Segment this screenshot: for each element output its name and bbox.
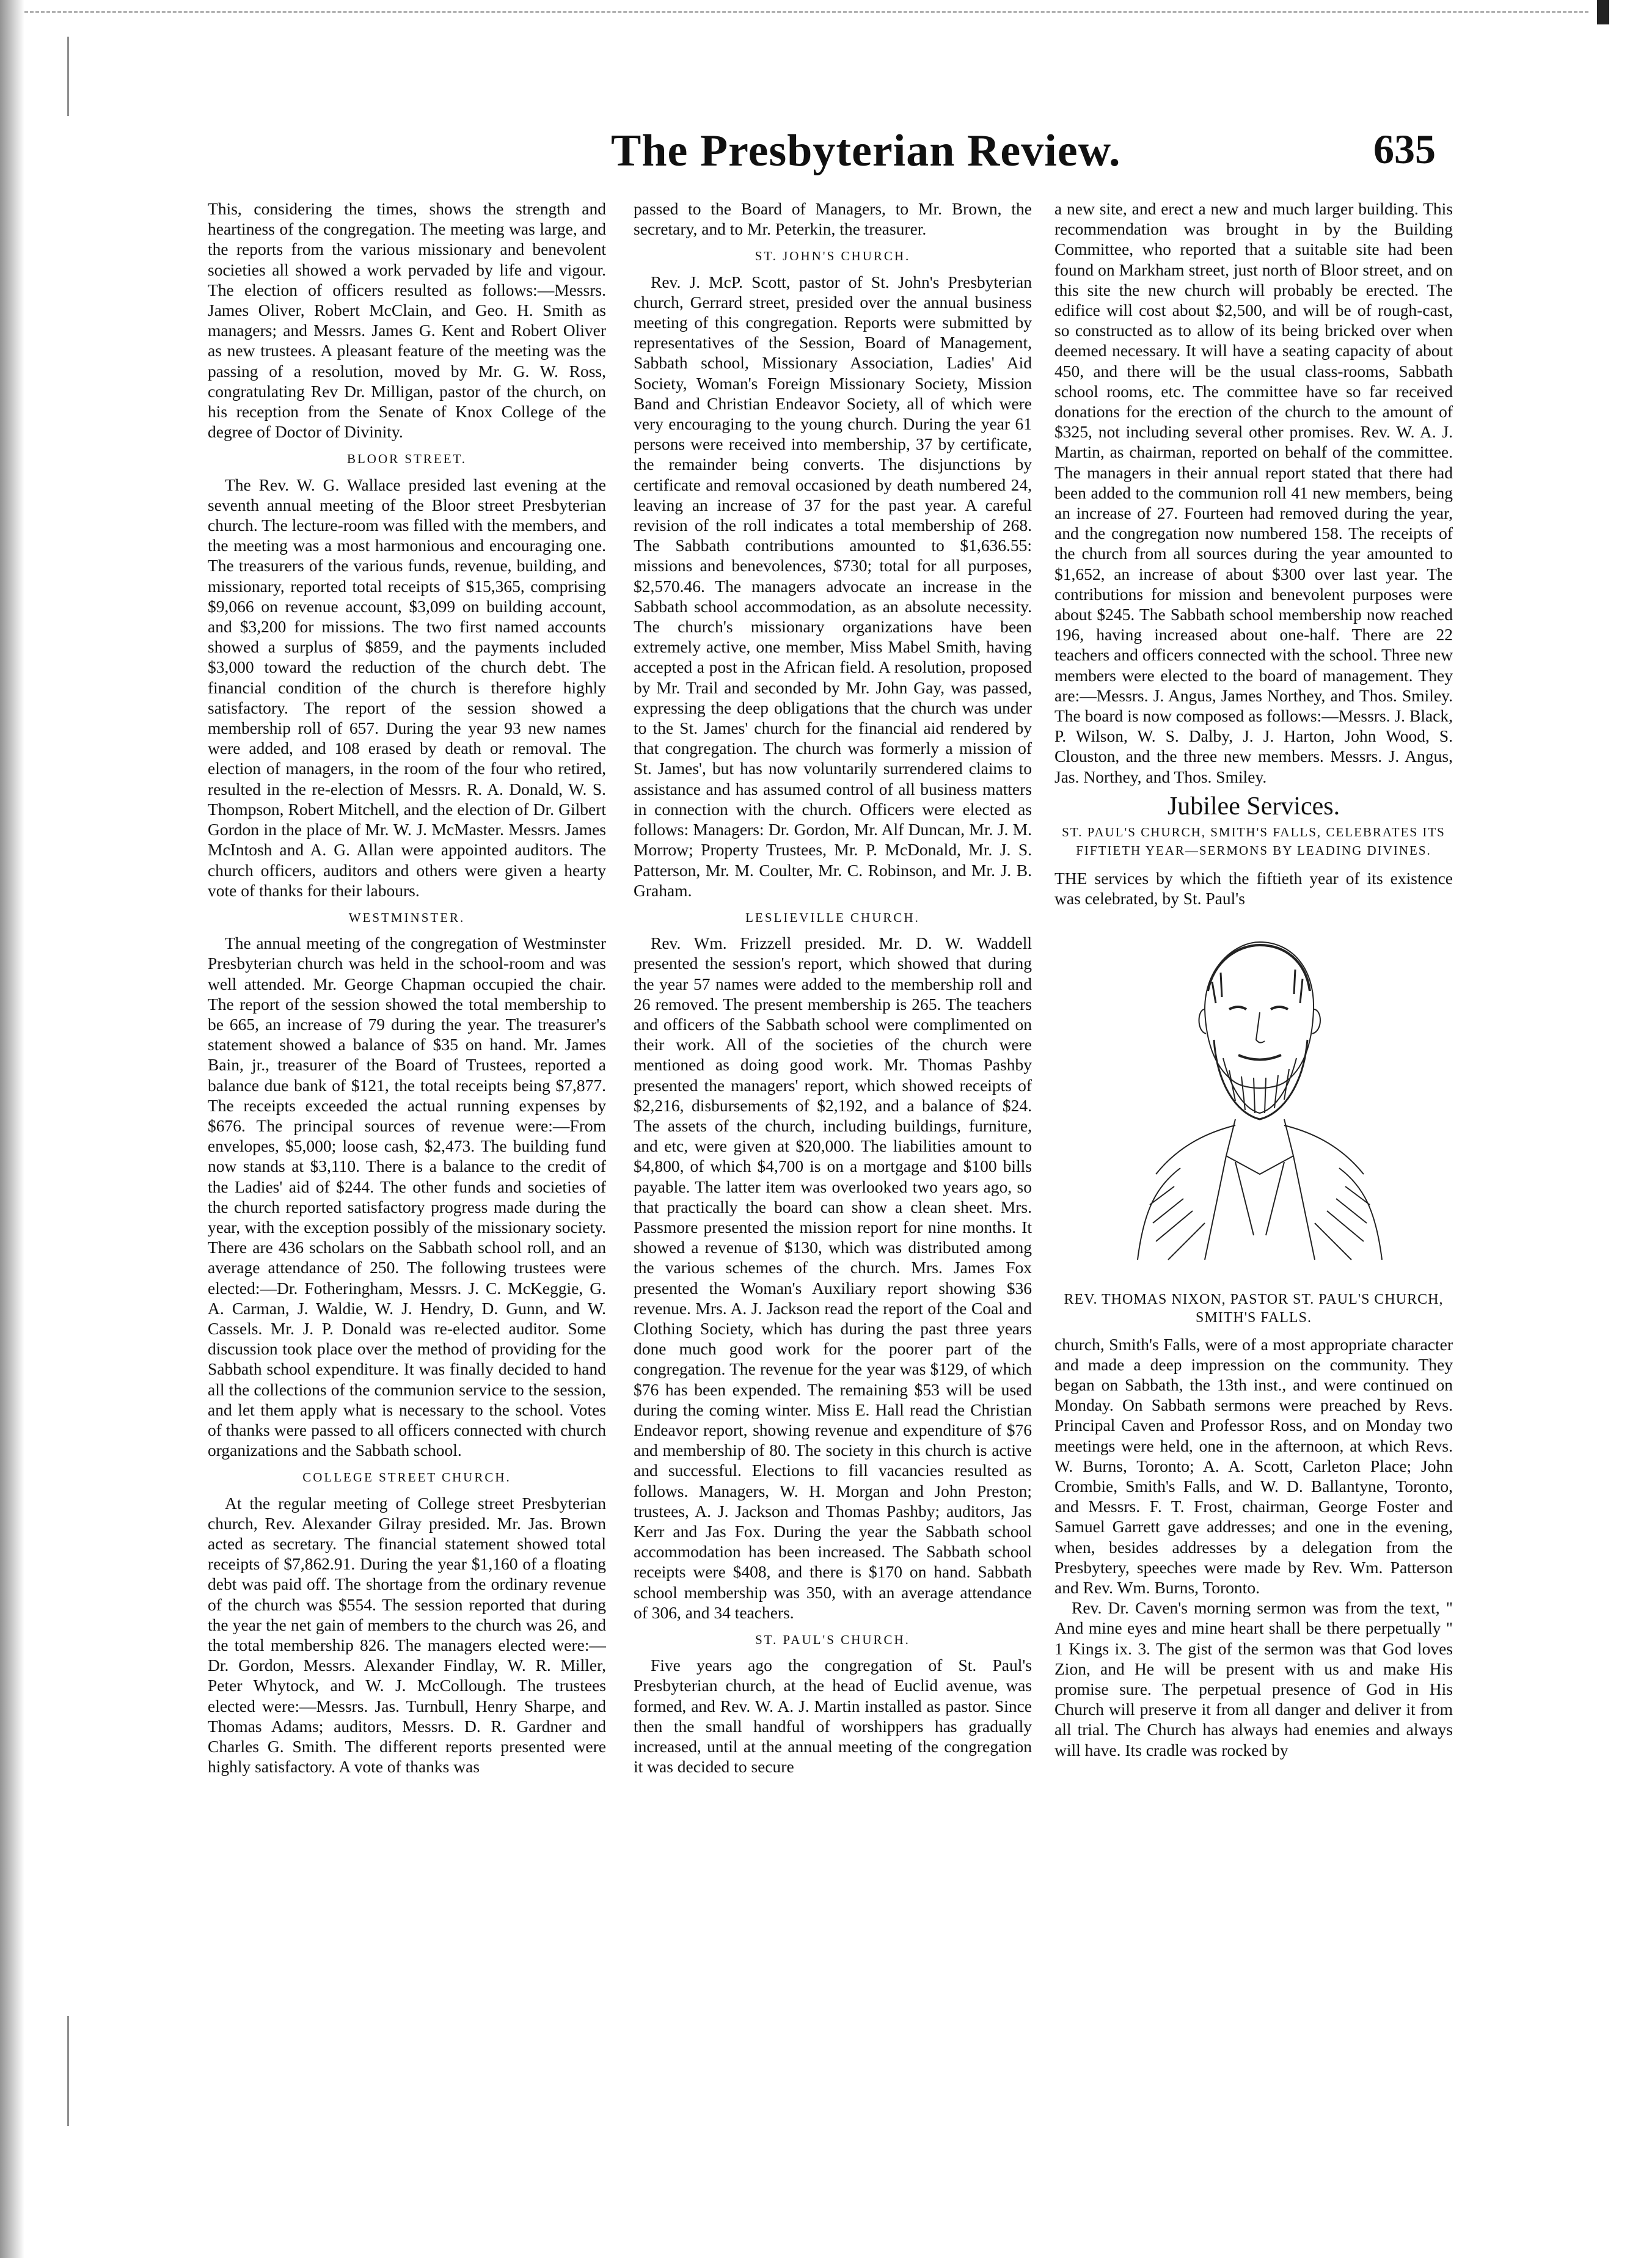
paragraph: church, Smith's Falls, were of a most appropriate character and made a deep impression on the community. They began on Sabbath, the 13th inst., and were continued on Monday. On Sabbath sermons were preached by Revs. Principal Caven and Professor Ross, and on Monday two meetings were held, one in the afternoon, at which Revs. W. Burns, Toronto; A. A. Scott, Carleton Place; John Crombie, Smith's Falls, and W. D. Ballantyne, Toronto, and Messrs. F. T. Frost, chairman, George Foster and Samuel Garrett gave addresses; and one in the evening, when, besides addresses by a delegation from the Presbytery, speeches were made by Rev. Wm. Patterson and Rev. Wm. Burns, Toronto. bbox=[1054, 1334, 1453, 1597]
paragraph: Rev. J. McP. Scott, pastor of St. John's Presbyterian church, Gerrard street, presided over the annual business meeting of this congregation. Reports were submitted by representatives of the Session, Board of Management, Sabbath school, Missionary Association, Ladies' Aid Society, Woman's Foreign Missionary Society, Mission Band and Christian Endeavor Society, all of which were very encouraging to the young church. During the year 61 persons were received into membership, 37 by certificate, the remainder being converts. The disjunctions by certificate and removal occasioned by death numbered 24, leaving an increase of 37 for the past year. A careful revision of the roll indicates a total membership of 268. The Sabbath contributions amounted to $1,636.55: missions and benevolences, $730; total for all purposes, $2,570.46. The managers advocate an increase in the Sabbath school accommodation, as an absolute necessity. The church's missionary organizations have been extremely active, one member, Miss Mabel Smith, having accepted a post in the African field. A resolution, proposed by Mr. Trail and seconded by Mr. John Gay, was passed, expressing the deep obligations that the church was under to the St. James' church for the financial aid rendered by that congregation. The church was formerly a mission of St. James', but has now voluntarily surrendered claims to assistance and has assumed control of all business matters in connection with the church. Officers were elected as follows: Managers: Dr. Gordon, Mr. Alf Duncan, Mr. J. M. Morrow; Property Trustees, Mr. P. McDonald, Mr. J. S. Patterson, Mr. M. Coulter, Mr. C. Robinson, and Mr. J. B. Graham. bbox=[634, 272, 1032, 900]
subheading: LESLIEVILLE CHURCH. bbox=[745, 910, 920, 925]
column-3 bbox=[1054, 199, 1453, 2196]
subheading: ST. PAUL'S CHURCH. bbox=[755, 1632, 910, 1648]
page-header bbox=[208, 125, 1436, 180]
portrait-caption: REV. THOMAS NIXON, PASTOR ST. PAUL'S CHURCH, SMITH'S FALLS. bbox=[1064, 1291, 1444, 1326]
scan-corner-mark bbox=[1597, 0, 1609, 24]
scan-edge-left bbox=[0, 0, 24, 2258]
paragraph: Rev. Wm. Frizzell presided. Mr. D. W. Waddell presented the session's report, which showed that during the year 57 names were added to the membership roll and 26 removed. The present membership is 265. The teachers and officers of the Sabbath school were complimented on their work. All of the societies of the church were mentioned as doing good work. Mr. Thomas Pashby presented the managers' report, which showed receipts of $2,216, disbursements of $2,192, and a balance of $24. The assets of the church, including buildings, furniture, and etc, were given at $20,000. The liabilities amount to $4,800, of which $4,700 is on a mortgage and $100 bills payable. The latter item was overlooked two years ago, so that practically the board can show a clean sheet. Mrs. Passmore presented the mission report for nine months. It showed a revenue of $130, which was distributed among the various schemes of the church. Mrs. James Fox presented the Woman's Auxiliary report showing $36 revenue. Mrs. A. J. Jackson read the report of the Coal and Clothing Society, which has during the past three years done much good work for the poorer part of the congregation. The revenue for the year was $129, of which $76 has been expended. The remaining $53 will be used during the coming winter. Miss E. Hall read the Christian Endeavor report, showing revenue and expenditure of $76 and membership of 80. The society in this church is active and successful. Elections to fill vacancies resulted as follows. Managers, W. H. Morgan and John Preston; trustees, A. J. Jackson and Thomas Pashby; auditors, Jas Kerr and Jas Fox. During the year the Sabbath school accommodation has been increased. The Sabbath school receipts were $408, and there is $170 on hand. Sabbath school membership was 350, with an average attendance of 306, and 34 teachers. bbox=[634, 934, 1032, 1622]
subheading: WESTMINSTER. bbox=[348, 910, 466, 925]
paragraph: The annual meeting of the congregation of Westminster Presbyterian church was held in the school-room and was well attended. Mr. George Chapman occupied the chair. The report of the session showed the total membership to be 665, an increase of 79 during the year. The treasurer's statement showed a balance of $35 on hand. Mr. James Bain, jr., treasurer of the Board of Trustees, reported a balance due bank of $121, the total receipts being $7,877. The receipts exceeded the actual running expenses by $676. The principal sources of revenue were:—From envelopes, $5,000; loose cash, $2,473. The building fund now stands at $3,110. There is a balance to the credit of the Ladies' aid of $244. The other funds and societies of the church reported satisfactory progress made during the year, with the exception possibly of the missionary society. There are 436 scholars on the Sabbath school roll, and an average attendance of 250. The following trustees were elected:—Dr. Fotheringham, Messrs. J. C. McKeggie, G. A. Carman, J. Waldie, W. J. Hendry, D. Gunn, and W. Cassels. Mr. J. P. Donald was re-elected auditor. Some discussion took place over the method of providing for the Sabbath school expenditure. It was finally decided to hand all the collections of the communion service to the session, and let them apply what is necessary to the school. Votes of thanks were passed to all officers connected with church organizations and the Sabbath school. bbox=[208, 934, 606, 1460]
paragraph: a new site, and erect a new and much larger building. This recommendation was brought in by the Building Committee, who reported that a suitable site had been found on Markham street, just north of Bloor street, and on this site the new church will probably be erected. The edifice will cost about $2,500, and will be of rough-cast, so constructed as to allow of its being bricked over when deemed necessary. It will have a seating capacity of about 450, and there will be the usual class-rooms, Sabbath school rooms, etc. The committee have so far received donations for the erection of the church to the amount of $325, not including several other promises. Rev. W. A. J. Martin, as chairman, reported on behalf of the committee. The managers in their annual report stated that there had been added to the communion roll 41 new members, being an increase of 27. Fourteen had removed during the year, and the congregation now numbered 158. The receipts of the church from all sources during the year amounted to $1,652, an increase of about $300 over last year. The contributions for mission and benevolent purposes were about $245. The Sabbath school membership now reached 196, having increased about one-half. There are 22 teachers and officers connected with the school. Three new members were elected to the board of management. They are:—Messrs. J. Angus, James Northey, and Thos. Smiley. The board is now composed as follows:—Messrs. J. Black, P. Wilson, W. S. Dalby, J. J. Harton, John Wood, S. Clouston, and the three new members. Messrs. J. Angus, Jas. Northey, and Thos. Smiley. bbox=[1054, 199, 1453, 786]
scan-edge-top bbox=[24, 0, 1588, 13]
paragraph: Five years ago the congregation of St. Paul's Presbyterian church, at the head of Euclid avenue, was formed, and Rev. W. A. J. Martin installed as pastor. Since then the small handful of worshippers has gradually increased, until at the annual meeting of the congregation it was decided to secure bbox=[634, 1656, 1032, 1777]
section-subtitle: ST. PAUL'S CHURCH, SMITH'S FALLS, CELEBRATES ITS FIFTIETH YEAR—SERMONS BY LEADING DIVINES. bbox=[1062, 825, 1446, 858]
paragraph: At the regular meeting of College street Presbyterian church, Rev. Alexander Gilray presided. Mr. Jas. Brown acted as secretary. The financial statement showed total receipts of $7,862.91. During the year $1,160 of a floating debt was paid off. The shortage from the ordinary revenue of the church was $554. The session reported that during the year the net gain of members to the church was 26, and the total membership 826. The managers elected were:—Dr. Gordon, Messrs. Alexander Findlay, W. R. Miller, Peter Whytock, and W. J. McCollough. The trustees elected were:—Messrs. Jas. Turnbull, Henry Sharpe, and Thomas Adams; auditors, Messrs. D. R. Gardner and Charles G. Smith. The different reports presented were highly satisfactory. A vote of thanks was bbox=[208, 1493, 606, 1777]
gutter-mark bbox=[67, 2016, 69, 2126]
column-1 bbox=[208, 199, 606, 2196]
subheading: ST. JOHN'S CHURCH. bbox=[755, 249, 911, 264]
paragraph: This, considering the times, shows the strength and heartiness of the congregation. The meeting was large, and the reports from the various missionary and benevolent societies all showed a work pervaded by life and vigour. The election of officers resulted as follows:—Messrs. James Oliver, Robert McClain, and Geo. H. Smith as managers; and Messrs. James G. Kent and Robert Oliver as new trustees. A pleasant feature of the meeting was the passing of a resolution, moved by Mr. G. W. Ross, congratulating Rev Dr. Milligan, pastor of the church, on his reception from the Senate of Knox College of the degree of Doctor of Divinity. bbox=[208, 199, 606, 442]
paragraph: THE services by which the fiftieth year of its existence was celebrated, by St. Paul's bbox=[1054, 869, 1453, 908]
gutter-mark bbox=[67, 37, 69, 116]
portrait-engraving bbox=[1083, 918, 1425, 1284]
page-number: 635 bbox=[1373, 126, 1436, 172]
header-title: The Presbyterian Review. bbox=[611, 126, 1121, 176]
paragraph: Rev. Dr. Caven's morning sermon was from the text, " And mine eyes and mine heart shall be there perpetually " 1 Kings ix. 3. The gist of the sermon was that God loves Zion, and He will be present with us and make His promise sure. The perpetual presence of God in His Church will preserve it from all danger and deliver it from all trial. The Church has always had enemies and always will have. Its cradle was rocked by bbox=[1054, 1598, 1453, 1759]
column-2 bbox=[634, 199, 1032, 2196]
subheading: BLOOR STREET. bbox=[346, 451, 467, 467]
paragraph: The Rev. W. G. Wallace presided last evening at the seventh annual meeting of the Bloor street Presbyterian church. The lecture-room was filled with the members, and the meeting was a most harmonious and encouraging one. The treasurers of the various funds, revenue, building, and missionary, reported total receipts of $15,365, comprising $9,066 on revenue account, $3,099 on building account, and $3,200 for missions. The two first named accounts showed a surplus of $859, and the payments included $3,000 toward the reduction of the church debt. The financial condition of the church is therefore highly satisfactory. The report of the session showed a membership roll of 657. During the year 93 new names were added, and 108 erased by death or removal. The election of managers, in the room of the four who retired, resulted in the re-election of Messrs. R. A. Donald, W. S. Thompson, Robert Mitchell, and the election of Dr. Gilbert Gordon in the place of Mr. W. J. McMaster. Messrs. James McIntosh and A. G. Allan were appointed auditors. The church officers, auditors and others were given a hearty vote of thanks for their labours. bbox=[208, 475, 606, 900]
subheading: COLLEGE STREET CHURCH. bbox=[302, 1470, 511, 1485]
section-title: Jubilee Services. bbox=[1167, 792, 1340, 820]
paragraph: passed to the Board of Managers, to Mr. Brown, the secretary, and to Mr. Peterkin, the treasurer. bbox=[634, 199, 1032, 239]
